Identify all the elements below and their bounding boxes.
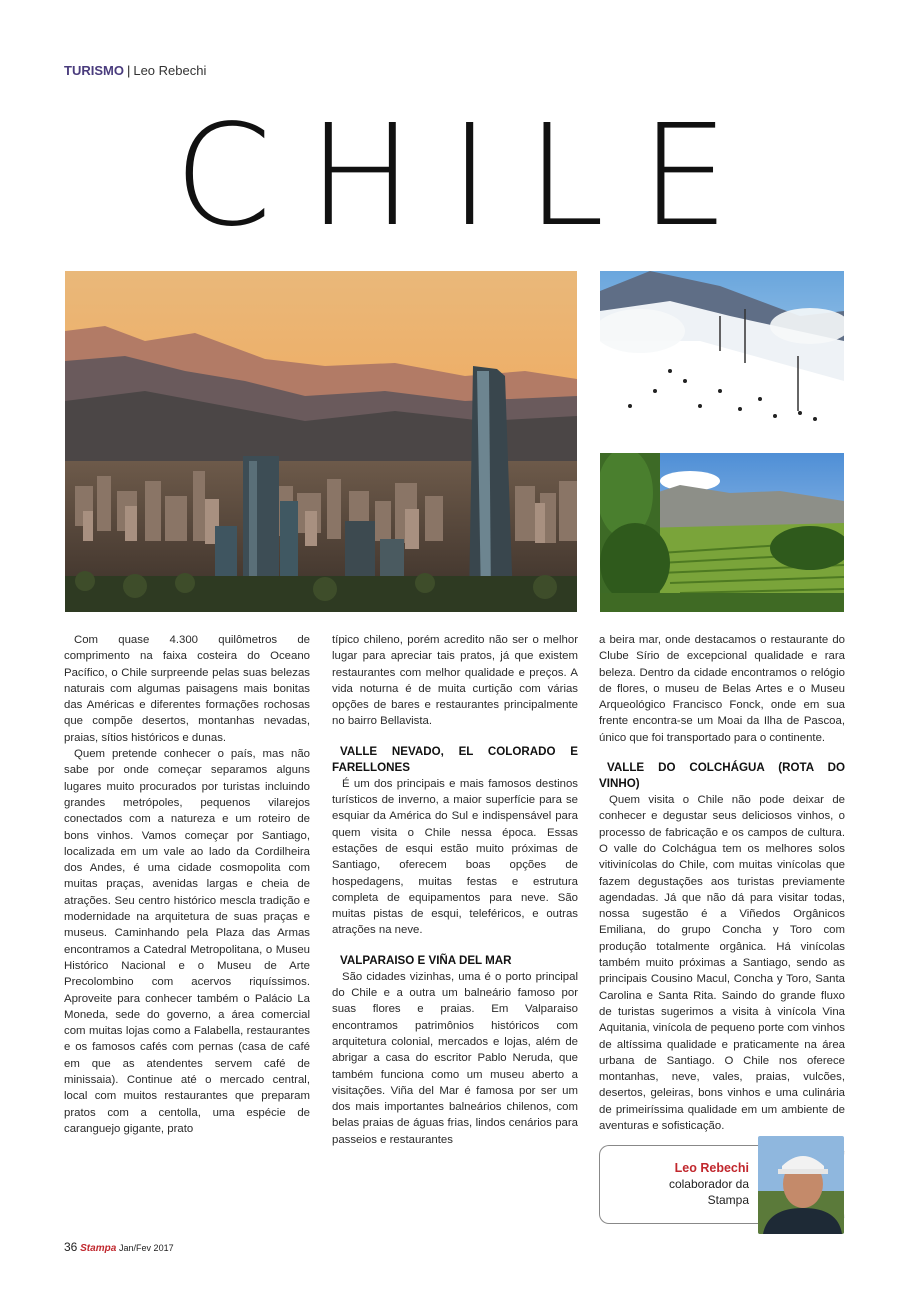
paragraph: Quem pretende conhecer o país, mas não sabe por onde começar separamos alguns lugares muito procurados por turistas incluindo grandes metrópoles, pequenos vilarejos conectados com a natureza e um roteiro de bons vinhos. Vamos começar por Santiago, localizada em um vale ao lado da Cordilheira dos Andes, é uma cidade cosmopolita com muitas praças, avenidas largas e cheia de atrações. Seu centro histórico mescla tradição e modernidade na arquitetura de suas praças e museus. Caminhando pela Plaza das Armas encontramos a Catedral Metropolitana, o Museu Histórico Nacional e o Museu de Arte Precolombino com acervos riquíssimos. Aproveite para conhecer também o Palácio La Moneda, sede do governo, a área comercial com muitas lojas como a Falabella, restaurantes e os famosos cafés com pernas (casa de café em que as atendentes servem café de minissaia). Continue até o mercado central, local com muitos restaurantes que preparam pratos com a centolla, uma espécie de caranguejo gigante, prato — [64, 748, 310, 1135]
author-role: colaborador da — [668, 1177, 749, 1191]
author-info — [669, 1160, 749, 1208]
paragraph: Com quase 4.300 quilômetros de comprimento na faixa costeira do Oceano Pacífico, o Chile surpreende pelas suas belezas naturais com algumas paisagens mais bonitas das Américas e diferentes formações rochosas que compõe desertos, montanhas nevadas, praias, sítios históricos e dunas. — [64, 634, 310, 744]
page-title: CHILE — [174, 95, 765, 258]
issue-date: Jan/Fev 2017 — [119, 1243, 174, 1253]
text-column-3 — [599, 632, 845, 1134]
header-author: Leo Rebechi — [133, 63, 207, 78]
santiago-skyline-photo — [65, 271, 577, 612]
section-heading: VALLE NEVADO, EL COLORADO E FARELLONES — [332, 744, 578, 774]
ski-resort-photo — [600, 271, 844, 430]
section-heading: VALPARAISO E VIÑA DEL MAR — [340, 953, 512, 967]
paragraph: Quem visita o Chile não pode deixar de conhecer e degustar seus deliciosos vinhos, o processo de fabricação e os campos de cultura. O valle do Colchágua tem os melhores solos vitivinícolas do Chile, com muitas vinícolas que fazem degustações aos turistas previamente agendadas. Já que não dá para visitar todas, nossa sugestão é a Viñedos Orgânicos Emiliana, do grupo Concha y Toro com produção totalmente orgânica. Há vinícolas também muito próximas a Santiago, sendo as principais Cousino Macul, Concha y Toro, Santa Carolina e Santa Rita. Saindo do grande fluxo de turistas sugerimos a visita à vinícola Vina Aquitania, vinícola de pequeno porte com vinhos de altíssima qualidade e praticamente na área urbana de Santiago. O Chile nos oferece montanhas, neve, vales, praias, vulcões, desertos, geleiras, bons vinhos e uma culinária de primeiríssima qualidade em um ambiente de aventuras e sofisticação. — [599, 794, 845, 1133]
paragraph: É um dos principais e mais famosos destinos turísticos de inverno, a maior superfície para se esquiar da América do Sul e indispensável para quem visita o Chile nessa época. Essas estações de esqui estão muito próximas de Santiago, oferecem boas opções de hospedagens, muitas festas e estrutura completa de equipamentos para neve. São muitas pistas de esqui, teleféricos, e outras atrações na neve. — [332, 777, 578, 937]
paragraph: típico chileno, porém acredito não ser o melhor lugar para apreciar tais pratos, já que existem restaurantes com melhor qualidade e preços. A vida noturna é de muita curtição com várias opções de bares e restaurantes principalmente no bairro Bellavista. — [332, 634, 578, 728]
brand-name: Stampa — [80, 1243, 117, 1254]
author-publication: Stampa — [707, 1193, 749, 1207]
text-column-2 — [332, 632, 578, 1148]
section-heading: VALLE DO COLCHÁGUA (ROTA DO VINHO) — [599, 761, 845, 791]
author-avatar — [758, 1136, 844, 1234]
page-footer — [64, 1240, 174, 1254]
page-header — [64, 63, 206, 78]
page-number: 36 — [64, 1240, 78, 1254]
paragraph: a beira mar, onde destacamos o restaurante do Clube Sírio de excepcional qualidade e rara beleza. Dentro da cidade encontramos o relógio de flores, o museu de Belas Artes e o Museu Arqueológico Francisco Fonck, onde em sua frente encontra-se um Moai da Ilha de Pascoa, único que foi transportado para o continente. — [599, 634, 845, 744]
author-name: Leo Rebechi — [674, 1161, 749, 1175]
paragraph: São cidades vizinhas, uma é o porto principal do Chile e a outra um balneário famoso por suas flores e praias. Em Valparaiso encontramos patrimônios históricos com arquitetura colonial, mercados e lojas, além de abrigar a casa do escritor Pablo Neruda, que também funciona como um museu aberto a visitações. Viña del Mar é famosa por ser um dos mais importantes balneários chilenos, com belas praias de águas frias, lindos cenários para passeios e restaurantes — [332, 970, 578, 1146]
vineyard-photo — [600, 453, 844, 612]
header-separator: | — [126, 63, 131, 78]
text-column-1 — [64, 632, 310, 1137]
section-label: TURISMO — [64, 63, 124, 78]
